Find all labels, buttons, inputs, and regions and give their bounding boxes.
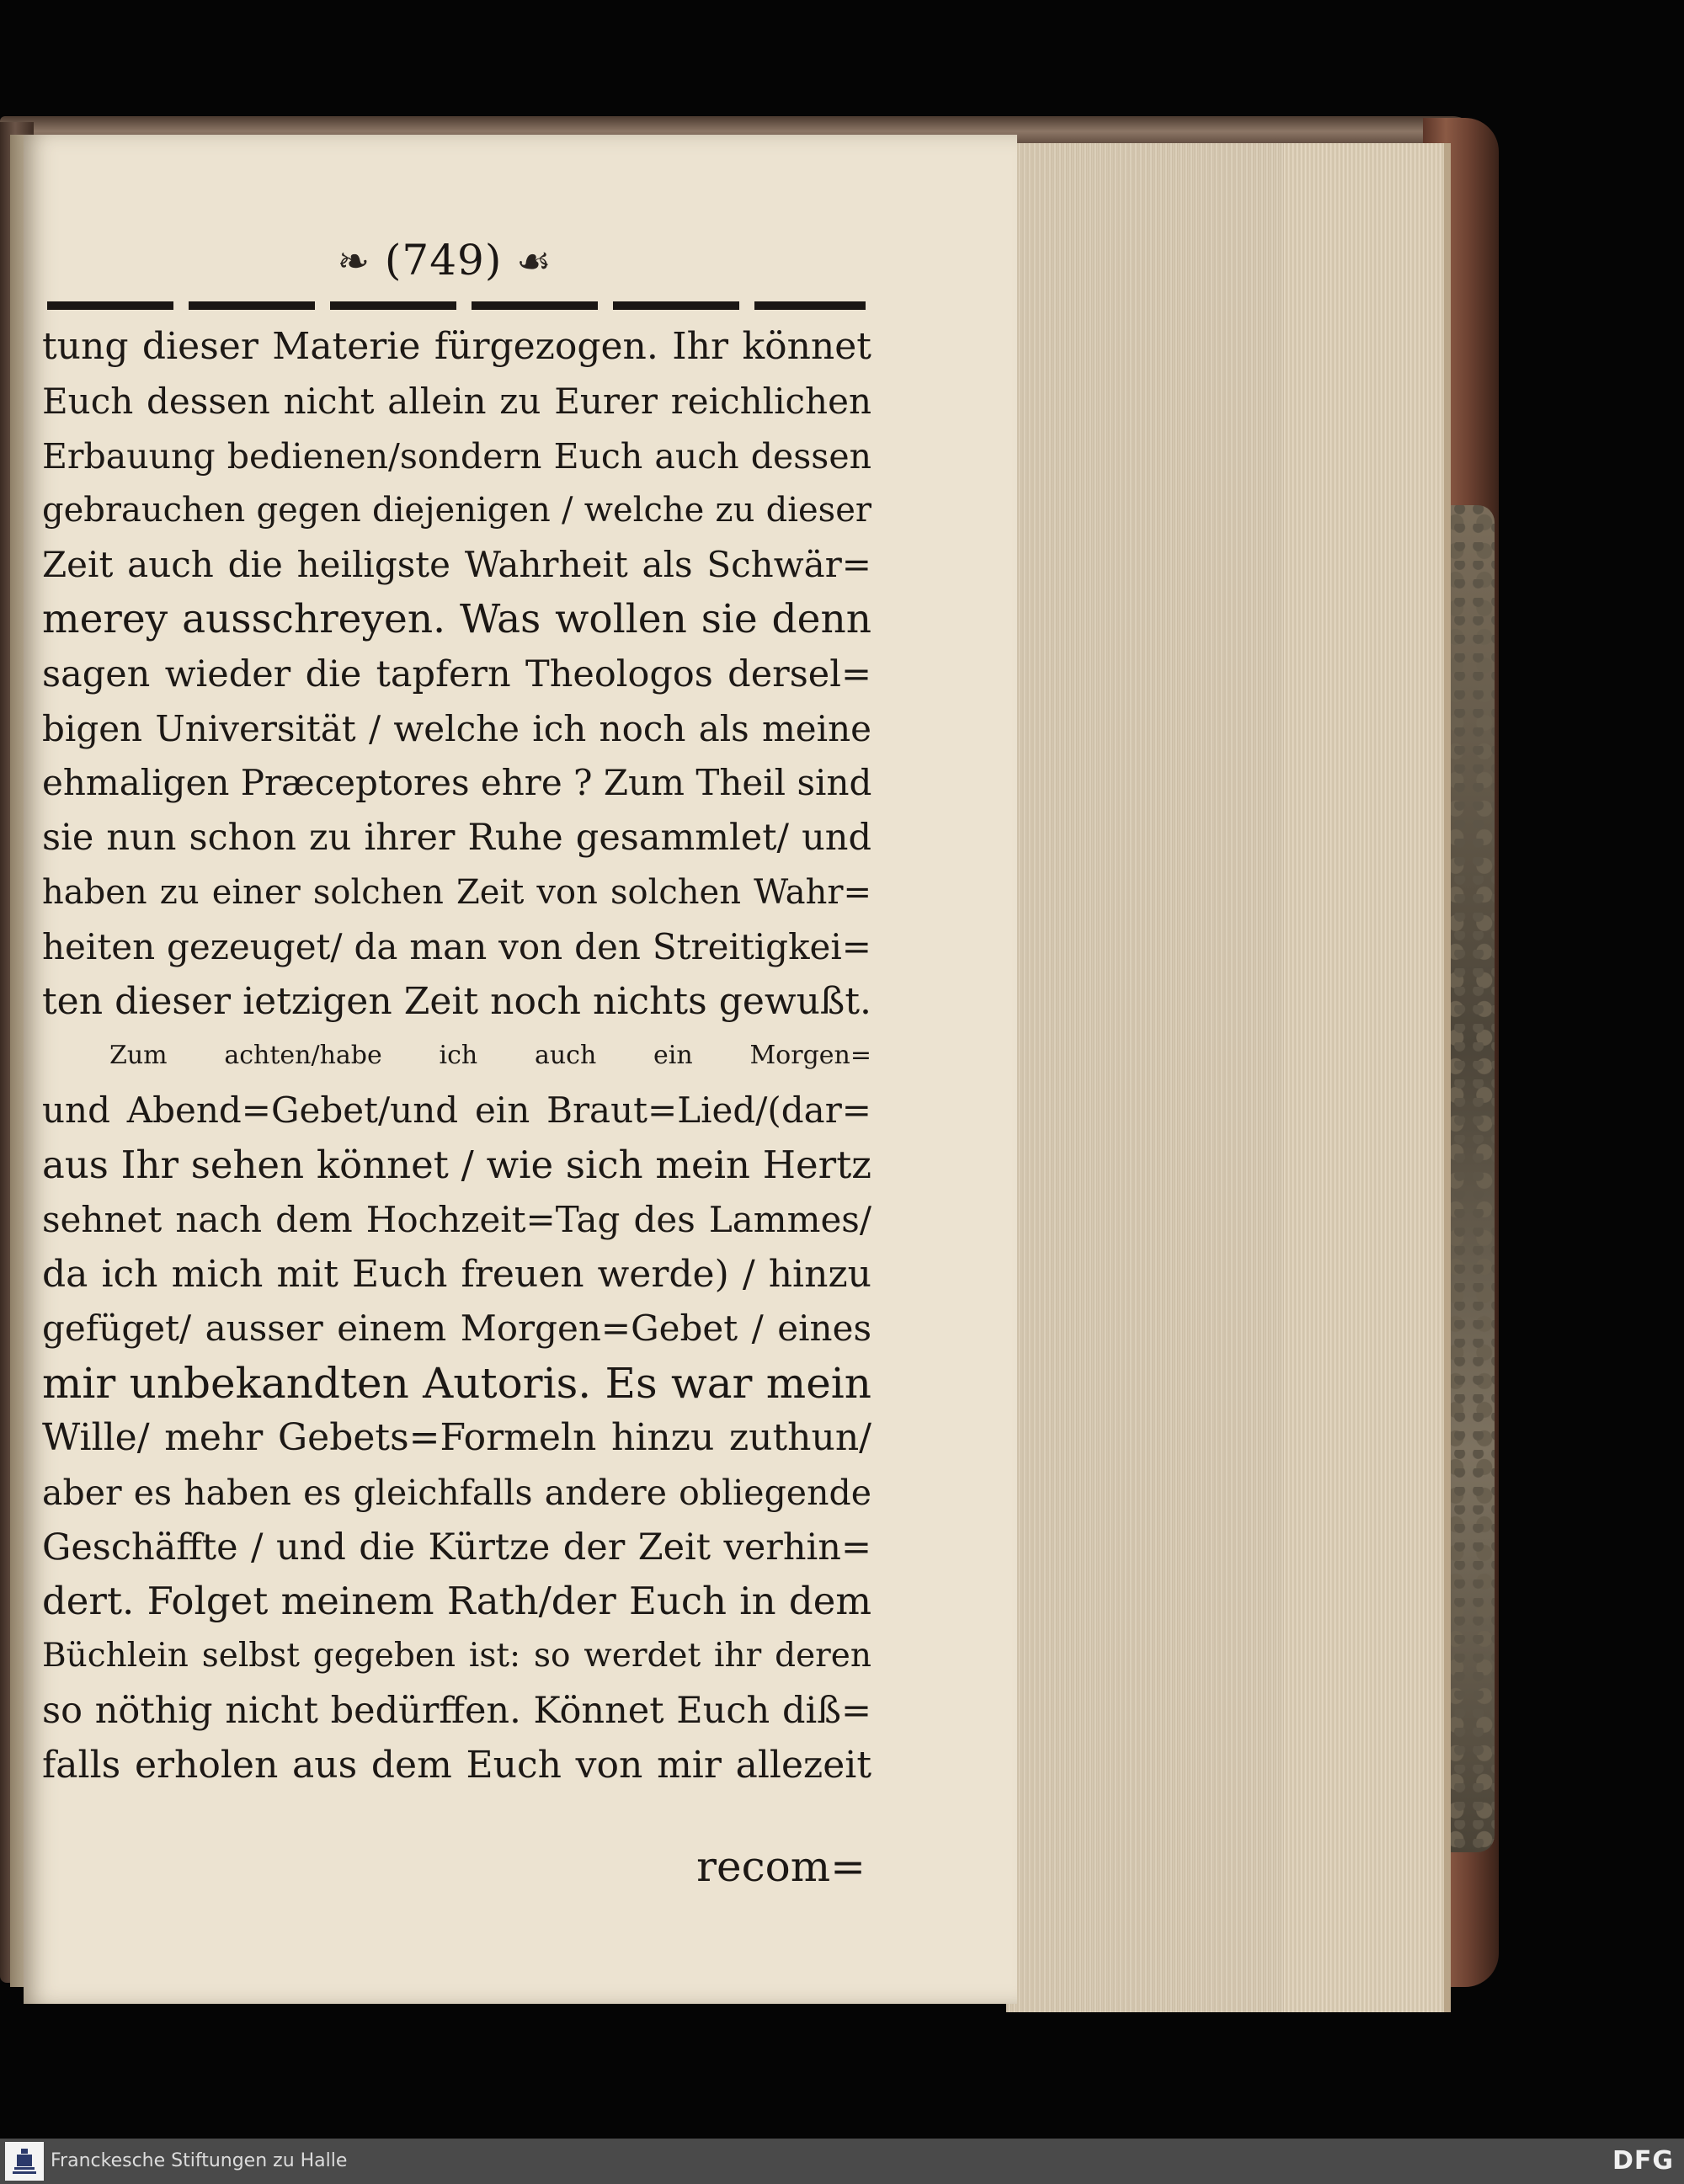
text-line: Zum achten/habe ich auch ein Morgen= <box>109 1041 871 1071</box>
text-line: tung dieser Materie fürgezogen. Ihr könnet <box>42 325 871 368</box>
text-line: Wille/ mehr Gebets=Formeln hinzu zuthun/ <box>42 1415 871 1459</box>
text-line: sagen wieder die tapfern Theologos dersel= <box>42 653 871 695</box>
francke-foundation-logo-icon <box>5 2142 44 2181</box>
text-line: aber es haben es gleichfalls andere obliegende <box>42 1472 871 1513</box>
text-line: aus Ihr sehen könnet / wie sich mein Hertz <box>42 1142 871 1187</box>
text-line: heiten gezeuget/ da man von den Streitigkei= <box>42 925 871 967</box>
text-line: da ich mich mit Euch freuen werde) / hinzu <box>42 1252 871 1296</box>
text-line: sehnet nach dem Hochzeit=Tag des Lammes/ <box>42 1198 871 1240</box>
text-line: so nöthig nicht bedürffen. Könnet Euch diß= <box>42 1689 871 1732</box>
text-line: ten dieser ietzigen Zeit noch nichts gewußt. <box>42 979 871 1023</box>
text-line: falls erholen aus dem Euch von mir allezeit <box>42 1743 871 1787</box>
page-stack-fore-edge <box>1006 143 1451 2012</box>
text-line: und Abend=Gebet/und ein Braut=Lied/(dar= <box>42 1089 871 1132</box>
text-line: ehmaligen Præceptores ehre ? Zum Theil sind <box>42 762 872 804</box>
page-header <box>24 236 866 285</box>
text-line: gebrauchen gegen diejenigen / welche zu dieser <box>42 491 871 530</box>
text-line: Zeit auch die heiligste Wahrheit als Schwär= <box>42 544 871 586</box>
text-line: bigen Universität / welche ich noch als meine <box>42 707 871 749</box>
text-line: sie nun schon zu ihrer Ruhe gesammlet/ und <box>42 817 871 860</box>
catchword: recom= <box>696 1842 866 1891</box>
body-text <box>42 320 871 1793</box>
text-line: haben zu einer solchen Zeit von solchen Wahr= <box>42 872 871 912</box>
text-line: dert. Folget meinem Rath/der Euch in dem <box>42 1579 871 1624</box>
text-line: mir unbekandten Autoris. Es war mein <box>42 1359 871 1409</box>
text-line: Erbauung bedienen/sondern Euch auch dessen <box>42 435 871 477</box>
header-rule <box>47 301 866 310</box>
viewer-footer <box>0 2139 1684 2184</box>
dfg-logo: DFG <box>1612 2146 1674 2176</box>
text-line: Büchlein selbst gegeben ist: so werdet ihr deren <box>42 1637 871 1675</box>
institution-name: Franckesche Stiftungen zu Halle <box>51 2150 348 2171</box>
page-number: (749) <box>384 236 503 285</box>
left-ornament-icon: ❧ <box>337 238 371 284</box>
text-line: merey ausschreyen. Was wollen sie denn <box>42 595 871 642</box>
book-page <box>24 135 1017 2004</box>
text-line: Euch dessen nicht allein zu Eurer reichlichen <box>42 380 871 422</box>
text-line: gefüget/ ausser einem Morgen=Gebet / eines <box>42 1308 871 1350</box>
text-line: Geschäffte / und die Kürtze der Zeit verhin= <box>42 1526 871 1569</box>
right-ornament-icon: ☙ <box>516 238 552 284</box>
